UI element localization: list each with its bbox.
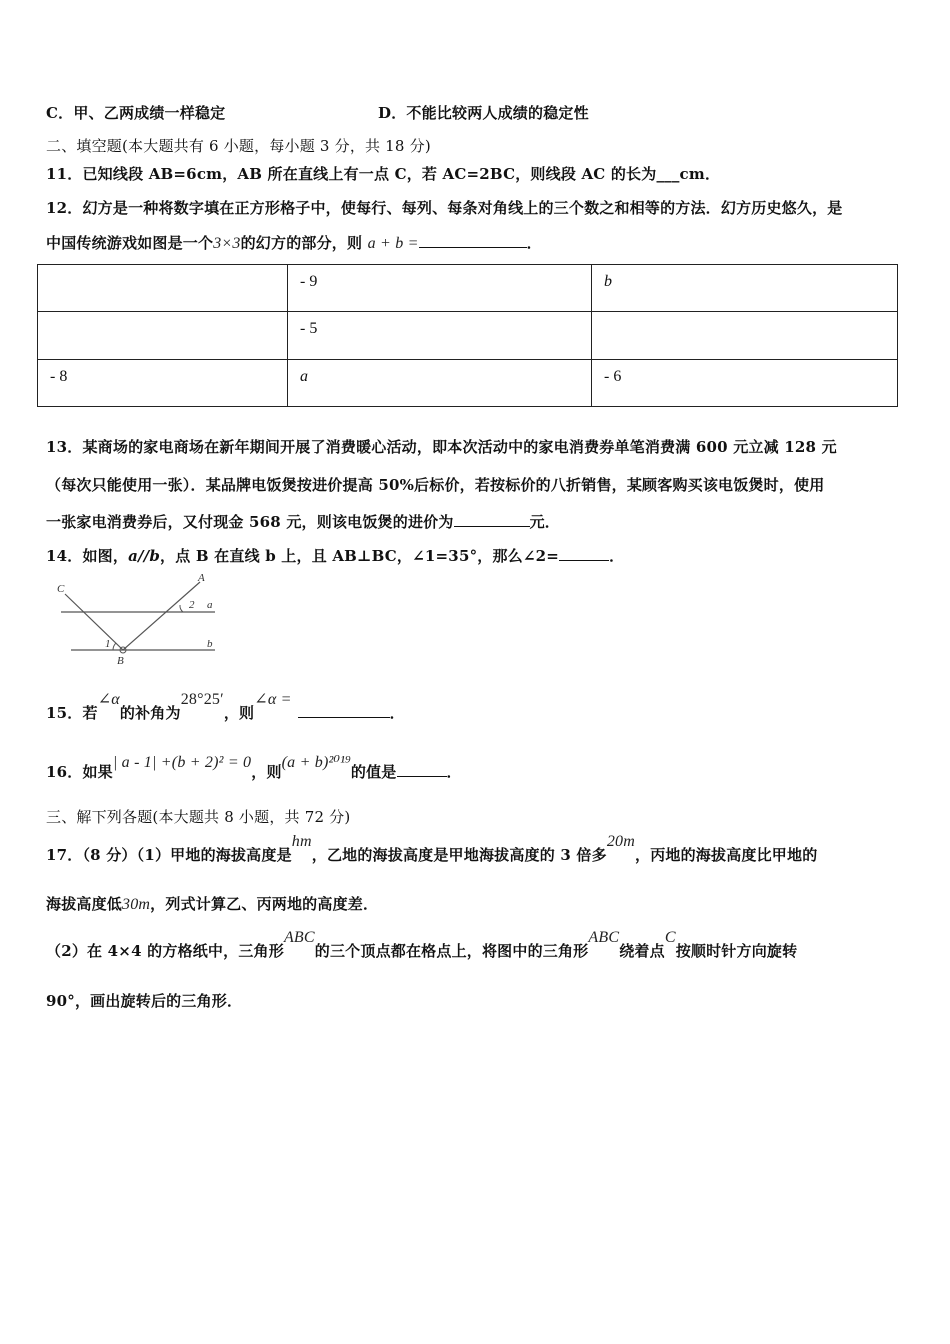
q14-text-pre: 14．如图，	[46, 547, 129, 565]
label-a-line: a	[207, 599, 213, 611]
q17-math-hm: hm	[291, 833, 312, 850]
q17-math-c: C	[664, 929, 676, 946]
q17-math-abc-1: ABC	[283, 929, 315, 946]
q14-text-mid: ，点 B 在直线 b 上，且 AB⊥BC，∠1=35°，那么∠2=	[160, 547, 560, 565]
label-b-point: B	[117, 655, 124, 666]
q12-answer-blank[interactable]	[419, 233, 527, 248]
q16-answer-blank[interactable]	[397, 762, 447, 777]
q15-math-alpha-eq: ∠α =	[254, 691, 292, 708]
question-11: 11．已知线段 AB=6cm，AB 所在直线上有一点 C，若 AC=2BC，则线段 AC 的长为___cm．	[46, 165, 721, 183]
magic-cell: - 5	[288, 312, 592, 359]
q15-text-pre: 15．若	[46, 704, 98, 722]
q16-math-power: (a + b)²⁰¹⁹	[281, 754, 351, 771]
section-2-heading: 二、填空题(本大题共有 6 小题，每小题 3 分，共 18 分)	[46, 137, 431, 155]
q16-math-equation: | a - 1| +(b + 2)² = 0	[112, 754, 252, 771]
angle-2-arc	[180, 605, 183, 612]
section-3-heading: 三、解下列各题(本大题共 8 小题，共 72 分)	[46, 808, 351, 826]
option-d: D．不能比较两人成绩的稳定性	[378, 104, 589, 122]
table-row	[38, 265, 898, 312]
q17-text-end: ，丙地的海拔高度比甲地的	[635, 846, 818, 864]
magic-square-table	[37, 264, 898, 407]
q12-math-3x3: 3×3	[213, 235, 241, 252]
q17-math-20m: 20m	[606, 833, 635, 850]
q17-line2-end: ，列式计算乙、丙两地的高度差．	[150, 895, 379, 913]
question-15	[46, 691, 405, 723]
q17-text-mid: ，乙地的海拔高度是甲地海拔高度的 3 倍多	[311, 846, 607, 864]
q17-math-abc-2: ABC	[588, 929, 620, 946]
q13-answer-blank[interactable]	[454, 512, 530, 527]
label-1: 1	[105, 638, 111, 650]
q17-line3-mid: 的三个顶点都在格点上，将图中的三角形	[314, 942, 589, 960]
table-row	[38, 312, 898, 359]
question-12-line-2	[46, 232, 542, 253]
q16-text-mid: ，则	[251, 763, 282, 781]
q12-math-a-plus-b: a + b =	[367, 235, 419, 252]
question-13-line-1: 13．某商场的家电商场在新年期间开展了消费暖心活动，即本次活动中的家电消费券单笔消费满 600 元立减 128 元	[46, 438, 837, 456]
q12-text-end: ．	[526, 234, 542, 252]
segment-ba	[123, 582, 200, 650]
segment-cb	[65, 594, 123, 650]
question-12-line-1: 12．幻方是一种将数字填在正方形格子中，使每行、每列、每条对角线上的三个数之和相等的方法．幻方历史悠久，是	[46, 199, 843, 217]
q15-math-alpha: ∠α	[97, 691, 120, 708]
q14-text-end: ．	[609, 547, 625, 565]
q12-text-mid: 的幻方的部分，则	[240, 234, 363, 252]
question-17-line-4: 90°，画出旋转后的三角形．	[46, 992, 243, 1010]
q16-text-end: ．	[446, 763, 462, 781]
label-b-line: b	[207, 638, 213, 650]
q15-answer-blank[interactable]	[298, 703, 390, 718]
question-16	[46, 754, 462, 782]
magic-cell: a	[288, 359, 592, 406]
label-a-point: A	[198, 574, 205, 584]
q13-text-pre: 一张家电消费券后，又付现金 568 元，则该电饭煲的进价为	[46, 513, 454, 531]
q17-math-30m: 30m	[122, 896, 151, 913]
parallel-lines-figure	[55, 574, 225, 666]
question-17-line-2	[46, 893, 378, 914]
q14-answer-blank[interactable]	[559, 546, 609, 561]
q15-math-angle: 28°25′	[180, 691, 224, 708]
q13-text-end: 元．	[529, 513, 560, 531]
magic-cell: b	[592, 265, 898, 312]
magic-cell	[592, 312, 898, 359]
q15-text-end: ．	[389, 704, 405, 722]
q15-text-mid2: ，则	[223, 704, 255, 722]
label-2: 2	[189, 599, 195, 611]
question-13-line-2: （每次只能使用一张）．某品牌电饭煲按进价提高 50%后标价，若按标价的八折销售，某顾客购买该电饭煲时，使用	[46, 476, 825, 494]
question-17-line-1	[46, 833, 818, 865]
magic-cell: - 6	[592, 359, 898, 406]
q16-text-post: 的值是	[350, 763, 397, 781]
magic-cell	[38, 265, 288, 312]
q17-text-pre: 17．（8 分）（1）甲地的海拔高度是	[46, 846, 292, 864]
magic-cell: - 8	[38, 359, 288, 406]
angle-1-arc	[113, 643, 116, 650]
magic-cell	[38, 312, 288, 359]
q14-parallel: a//b	[128, 547, 161, 565]
table-row	[38, 359, 898, 406]
question-17-line-3	[46, 929, 798, 961]
q12-text-pre: 中国传统游戏如图是一个	[46, 234, 214, 252]
q17-line3-mid2: 绕着点	[619, 942, 665, 960]
label-c: C	[57, 583, 65, 595]
q17-line2-pre: 海拔高度低	[46, 895, 123, 913]
q16-text-pre: 16．如果	[46, 763, 113, 781]
q17-line3-pre: （2）在 4×4 的方格纸中，三角形	[46, 942, 284, 960]
q17-line3-end: 按顺时针方向旋转	[675, 942, 798, 960]
question-14	[46, 545, 624, 566]
q15-text-mid: 的补角为	[119, 704, 181, 722]
magic-cell: - 9	[288, 265, 592, 312]
option-c: C．甲、乙两成绩一样稳定	[46, 104, 226, 122]
question-13-line-3	[46, 511, 560, 532]
